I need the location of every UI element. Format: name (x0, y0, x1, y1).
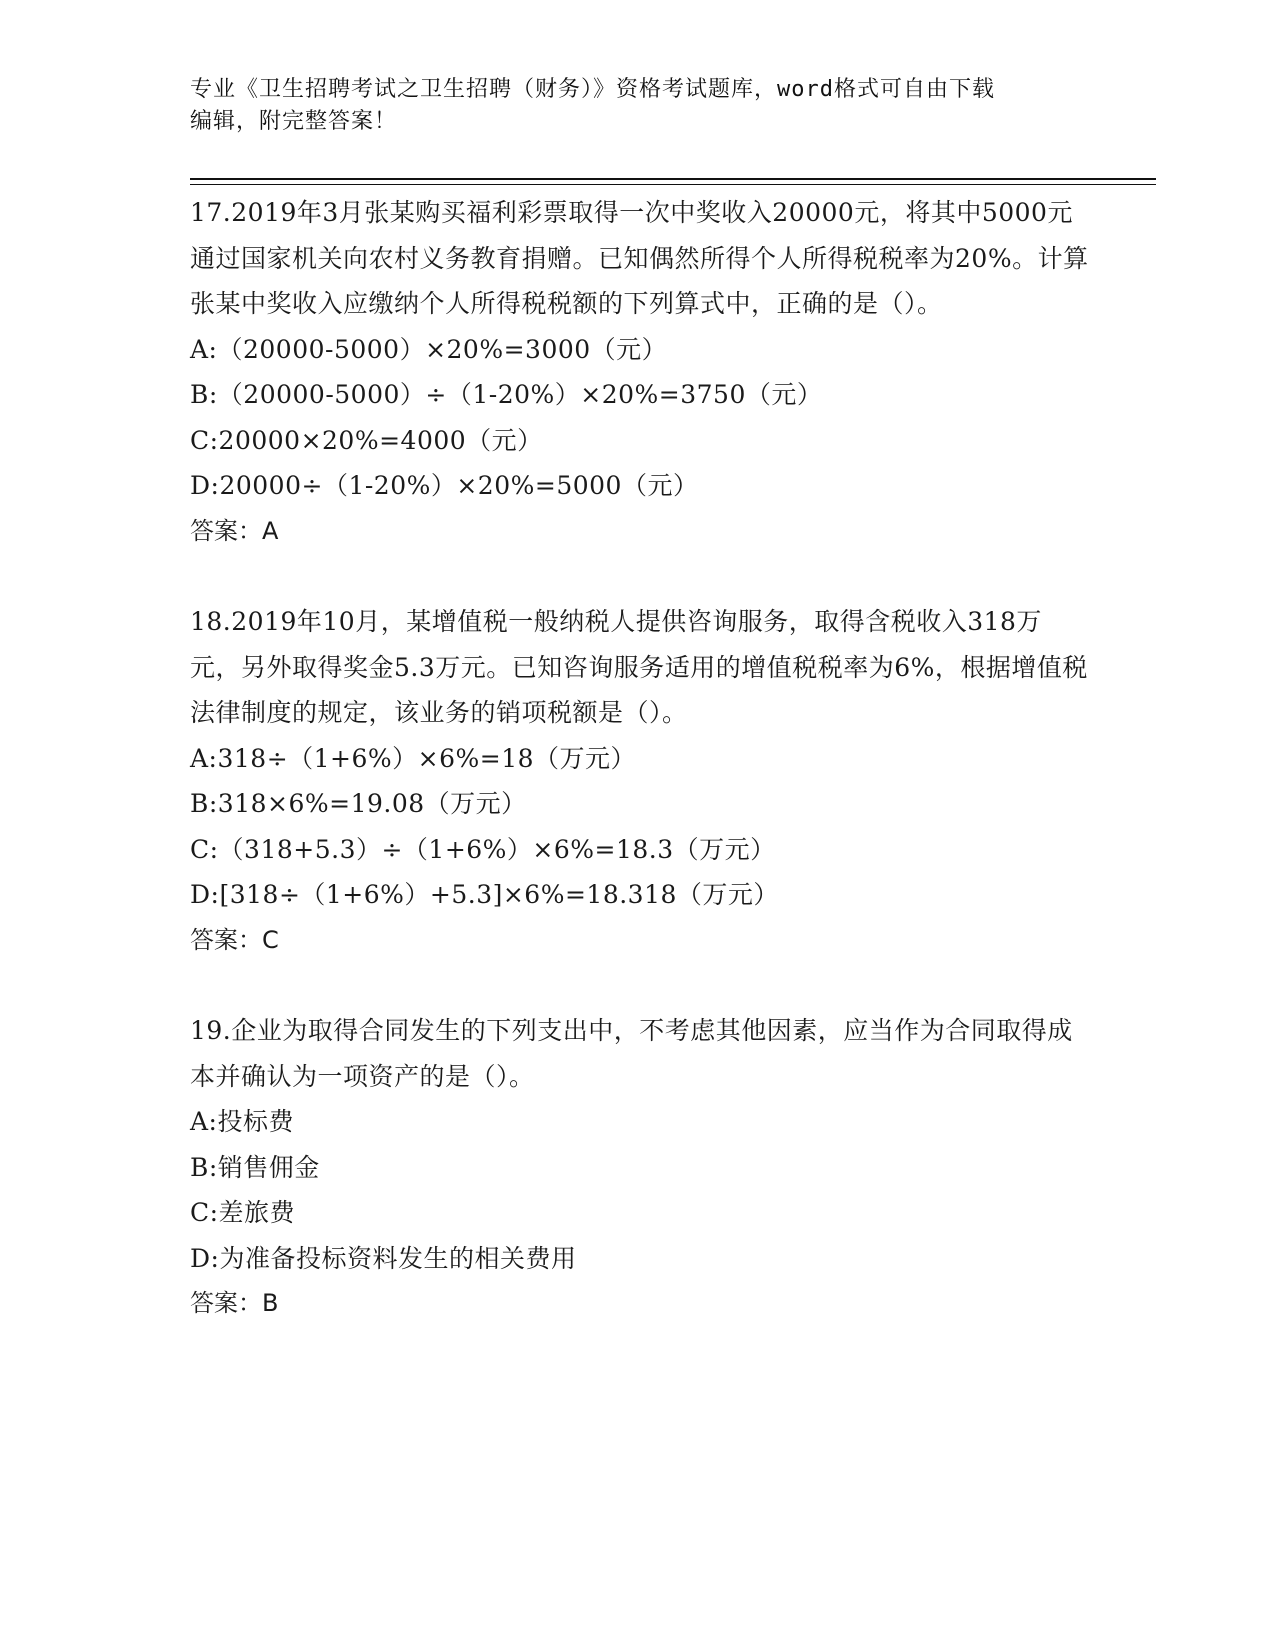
question-stem: 18.2019年10月，某增值税一般纳税人提供咨询服务，取得含税收入318万元，另外取得奖金5.3万元。已知咨询服务适用的增值税税率为6%，根据增值税法律制度的规定，该业务的销项税额是（）。 (190, 607, 1088, 727)
answer: 答案：B (190, 1289, 279, 1317)
question-list (190, 190, 1090, 1372)
header-divider-thick (190, 178, 1156, 180)
option-d: D:[318÷（1+6%）+5.3]×6%=18.318（万元） (190, 880, 779, 909)
header-line-2: 编辑，附完整答案！ (190, 109, 398, 134)
option-c: C:20000×20%=4000（元） (190, 425, 543, 455)
header-line-1: 专业《卫生招聘考试之卫生招聘（财务）》资格考试题库，word格式可自由下载 (190, 77, 995, 102)
question-19 (190, 1008, 1090, 1327)
option-d: D:为准备投标资料发生的相关费用 (190, 1243, 577, 1273)
option-c: C:差旅费 (190, 1198, 296, 1227)
answer: 答案：C (190, 925, 279, 954)
option-c: C:（318+5.3）÷（1+6%）×6%=18.3（万元） (190, 834, 776, 864)
document-header (190, 74, 1070, 138)
option-b: B:318×6%=19.08（万元） (190, 789, 527, 818)
question-stem: 19.企业为取得合同发生的下列支出中，不考虑其他因素，应当作为合同取得成本并确认为一项资产的是（）。 (190, 1016, 1073, 1091)
option-a: A:318÷（1+6%）×6%=18（万元） (190, 743, 637, 773)
question-17 (190, 190, 1090, 554)
option-b: B:（20000-5000）÷（1-20%）×20%=3750（元） (190, 380, 823, 409)
question-18 (190, 599, 1090, 963)
answer: 答案：A (190, 516, 279, 545)
header-divider-thin (190, 184, 1156, 185)
option-b: B:销售佣金 (190, 1152, 320, 1182)
option-d: D:20000÷（1-20%）×20%=5000（元） (190, 471, 699, 500)
question-stem: 17.2019年3月张某购买福利彩票取得一次中奖收入20000元，将其中5000元通过国家机关向农村义务教育捐赠。已知偶然所得个人所得税税率为20%。计算张某中奖收入应缴纳个人所得税税额的下列算式中，正确的是（）。 (190, 198, 1089, 318)
option-a: A:投标费 (190, 1107, 294, 1136)
option-a: A:（20000-5000）×20%=3000（元） (190, 334, 668, 364)
